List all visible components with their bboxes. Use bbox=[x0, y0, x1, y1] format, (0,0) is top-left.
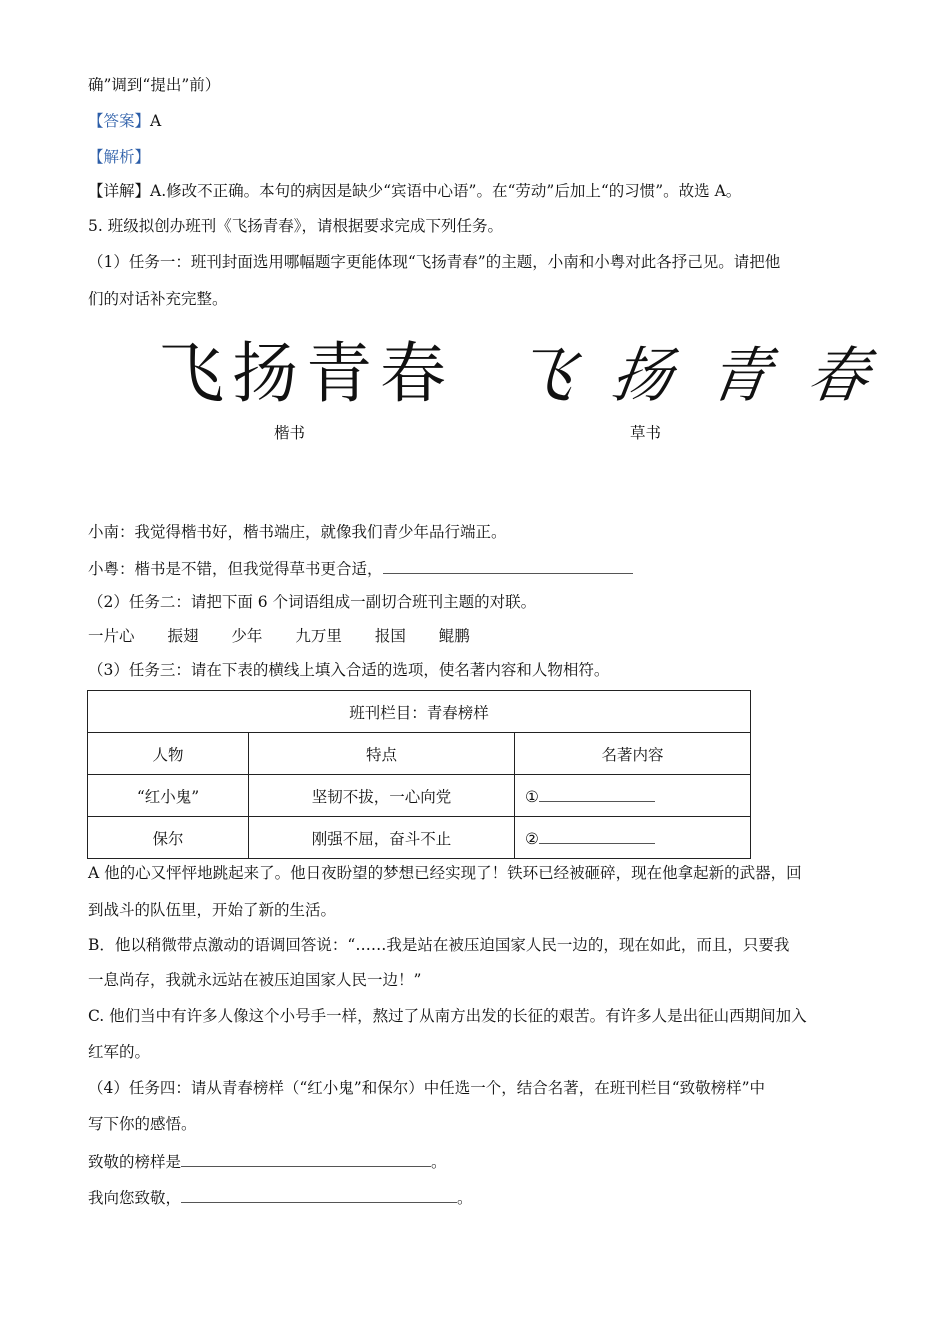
cell-content bbox=[515, 775, 751, 817]
answer-blank[interactable] bbox=[539, 785, 655, 802]
detail-text: A.修改不正确。本句的病因是缺少“宾语中心语”。在“劳动”后加上“的习惯”。故选 A。 bbox=[150, 182, 742, 200]
tribute2-text: 我向您致敬， bbox=[88, 1189, 182, 1207]
role-model-table bbox=[87, 690, 751, 859]
task2-line: （2）任务二：请把下面 6 个词语组成一副切合班刊主题的对联。 bbox=[88, 593, 537, 611]
option-b-line1: B．他以稍微带点激动的语调回答说：“……我是站在被压迫国家人民一边的，现在如此，而且，只要我 bbox=[88, 936, 790, 954]
circle-number: ① bbox=[525, 788, 539, 806]
word-item: 一片心 bbox=[88, 627, 135, 645]
task1-line1: （1）任务一：班刊封面选用哪幅题字更能体现“飞扬青春”的主题，小南和小粤对此各抒己见。请把他 bbox=[88, 253, 781, 271]
task1-line2: 们的对话补充完整。 bbox=[88, 290, 228, 308]
tribute-line1 bbox=[88, 1150, 447, 1173]
cell-content bbox=[515, 817, 751, 859]
question-5-title: 5. 班级拟创办班刊《飞扬青春》，请根据要求完成下列任务。 bbox=[88, 217, 503, 235]
answer-value: A bbox=[150, 112, 162, 130]
option-c-line2: 红军的。 bbox=[88, 1043, 151, 1061]
answer-line bbox=[88, 110, 161, 132]
answer-blank[interactable] bbox=[539, 827, 655, 844]
answer-blank[interactable] bbox=[383, 557, 633, 574]
xiaoyue-line bbox=[88, 557, 633, 580]
analysis-label: 【解析】 bbox=[88, 148, 151, 166]
answer-blank[interactable] bbox=[181, 1150, 431, 1167]
word-item: 鲲鹏 bbox=[438, 627, 470, 645]
word-list bbox=[88, 625, 498, 647]
tribute2-end: 。 bbox=[457, 1189, 473, 1207]
xiaonan-line: 小南：我觉得楷书好，楷书端庄，就像我们青少年品行端正。 bbox=[88, 523, 507, 541]
cell-trait: 坚韧不拔，一心向党 bbox=[249, 775, 515, 817]
word-item: 报国 bbox=[374, 627, 406, 645]
detail-line bbox=[88, 180, 741, 202]
header-trait: 特点 bbox=[249, 733, 515, 775]
word-item: 振翅 bbox=[167, 627, 199, 645]
caoshu-caption: 草书 bbox=[630, 424, 662, 442]
kaishu-caption: 楷书 bbox=[274, 424, 306, 442]
option-a-line2: 到战斗的队伍里，开始了新的生活。 bbox=[88, 901, 337, 919]
option-a-line1: A 他的心又怦怦地跳起来了。他日夜盼望的梦想已经实现了！铁环已经被砸碎，现在他拿起新的武器，回 bbox=[88, 864, 802, 882]
header-person: 人物 bbox=[88, 733, 249, 775]
detail-label: 【详解】 bbox=[88, 182, 151, 200]
tribute-line2 bbox=[88, 1186, 473, 1209]
word-item: 少年 bbox=[231, 627, 263, 645]
cell-person: 保尔 bbox=[88, 817, 249, 859]
cell-person: “红小鬼” bbox=[88, 775, 249, 817]
tribute1-text: 致敬的榜样是 bbox=[88, 1153, 182, 1171]
table-row bbox=[88, 775, 751, 817]
task4-line2: 写下你的感悟。 bbox=[88, 1115, 197, 1133]
text-line: 确”调到“提出”前） bbox=[88, 76, 221, 94]
table-row bbox=[88, 817, 751, 859]
caoshu-calligraphy: 飞扬青春 bbox=[509, 341, 911, 411]
task3-line: （3）任务三：请在下表的横线上填入合适的选项，使名著内容和人物相符。 bbox=[88, 661, 610, 679]
cell-trait: 刚强不屈，奋斗不止 bbox=[249, 817, 515, 859]
answer-label: 【答案】 bbox=[88, 112, 151, 130]
xiaoyue-text: 小粤：楷书是不错，但我觉得草书更合适， bbox=[88, 560, 383, 578]
option-c-line1: C. 他们当中有许多人像这个小号手一样，熬过了从南方出发的长征的艰苦。有许多人是出征山西期间加入 bbox=[88, 1007, 807, 1025]
word-item: 九万里 bbox=[295, 627, 342, 645]
header-content: 名著内容 bbox=[515, 733, 751, 775]
table-title: 班刊栏目：青春榜样 bbox=[88, 691, 751, 733]
circle-number: ② bbox=[525, 830, 539, 848]
option-b-line2: 一息尚存，我就永远站在被压迫国家人民一边！” bbox=[88, 971, 422, 989]
task4-line1: （4）任务四：请从青春榜样（“红小鬼”和保尔）中任选一个，结合名著，在班刊栏目“致敬榜样”中 bbox=[88, 1079, 766, 1097]
answer-blank[interactable] bbox=[181, 1186, 457, 1203]
kaishu-calligraphy: 飞扬青春 bbox=[158, 335, 454, 412]
tribute1-end: 。 bbox=[431, 1153, 447, 1171]
